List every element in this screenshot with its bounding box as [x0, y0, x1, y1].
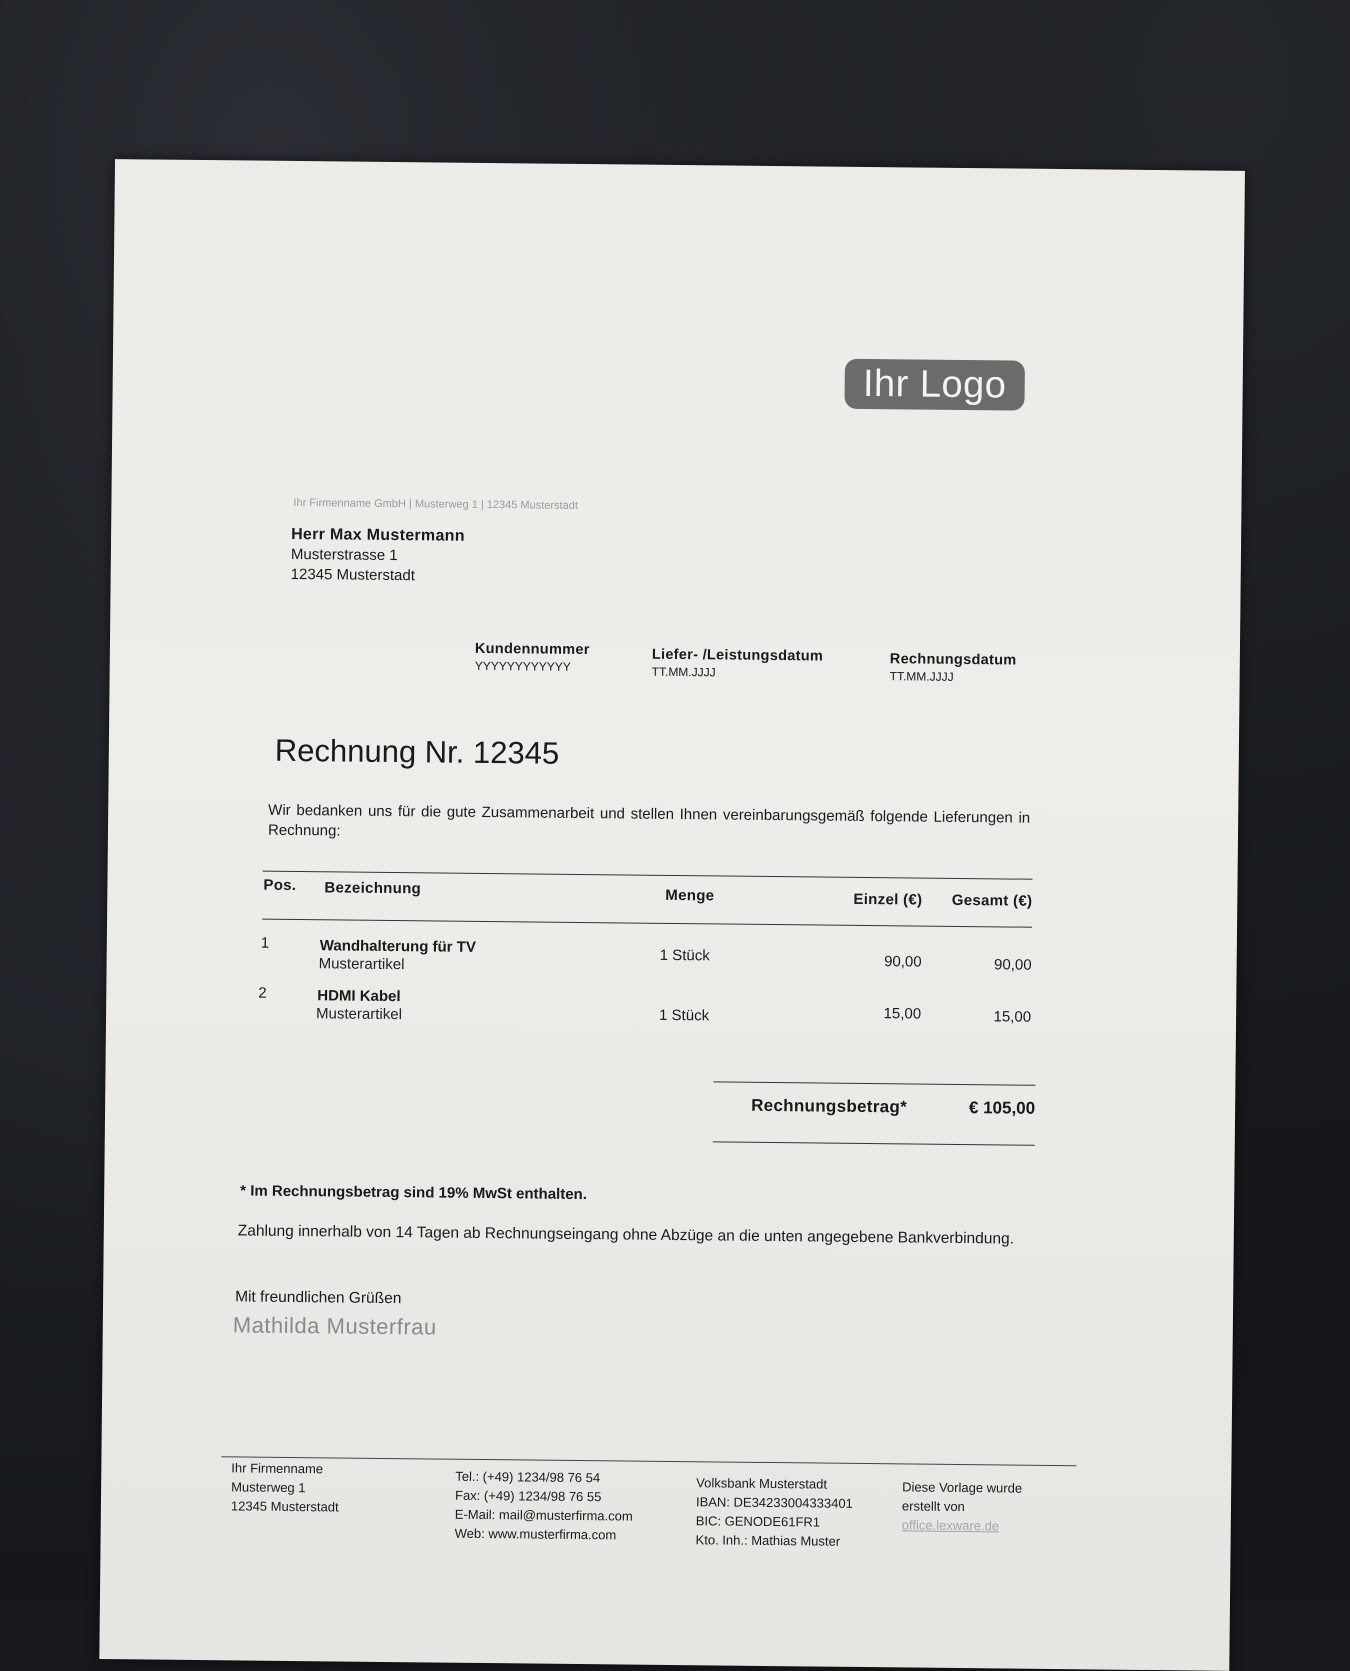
header-bezeichnung: Bezeichnung [324, 879, 422, 898]
table-header-rule [262, 919, 1032, 928]
row-unit: 90,00 [884, 953, 922, 971]
sender-return-line: Ihr Firmenname GmbH | Musterweg 1 | 12345 Musterstadt [293, 496, 578, 512]
header-einzel: Einzel (€) [853, 890, 923, 909]
total-label: Rechnungsbetrag* [751, 1095, 908, 1117]
greeting: Mit freundlichen Grüßen [235, 1288, 402, 1308]
recipient-address [291, 525, 465, 587]
footer-rule [221, 1456, 1076, 1466]
recipient-name: Herr Max Mustermann [291, 525, 465, 545]
header-menge: Menge [665, 886, 715, 905]
footer-email: E-Mail: mail@musterfirma.com [454, 1506, 633, 1524]
payment-terms: Zahlung innerhalb von 14 Tagen ab Rechnungseingang ohne Abzüge an die unten angegebene Bankverbindung. [237, 1222, 1015, 1248]
footer-bank-name: Volksbank Musterstadt [696, 1475, 828, 1492]
footer-credit-line1: Diese Vorlage wurde [902, 1479, 1023, 1496]
row-pos: 2 [258, 984, 267, 1002]
footer-company-street: Musterweg 1 [231, 1479, 306, 1496]
header-gesamt: Gesamt (€) [951, 891, 1033, 910]
row-qty: 1 Stück [659, 1006, 710, 1025]
invoice-title: Rechnung Nr. 12345 [274, 732, 560, 771]
footer-credit-line2: erstellt von [901, 1498, 965, 1515]
signature: Mathilda Musterfrau [232, 1312, 437, 1340]
footer-web: Web: www.musterfirma.com [454, 1525, 617, 1543]
company-logo: Ihr Logo [844, 359, 1025, 411]
row-total: 90,00 [994, 956, 1032, 974]
total-value: € 105,00 [968, 1098, 1036, 1118]
row-name: Wandhalterung für TV [319, 937, 476, 956]
row-total: 15,00 [993, 1008, 1032, 1026]
row-unit: 15,00 [883, 1005, 922, 1023]
lieferdatum-label: Liefer- /Leistungsdatum [651, 646, 824, 665]
meta-lieferdatum [652, 647, 824, 681]
row-pos: 1 [260, 934, 270, 952]
meta-rechnungsdatum [890, 651, 1017, 684]
recipient-city: 12345 Musterstadt [290, 565, 416, 585]
footer-iban: IBAN: DE34233004333401 [695, 1494, 853, 1511]
footer-bic: BIC: GENODE61FR1 [695, 1513, 821, 1530]
footer-credit [902, 1477, 1023, 1535]
row-name: HDMI Kabel [317, 987, 401, 1006]
invoice-paper [99, 159, 1245, 1671]
vat-note: * Im Rechnungsbetrag sind 19% MwSt enthalten. [240, 1182, 588, 1204]
header-pos: Pos. [263, 876, 297, 895]
meta-kundennummer [475, 641, 590, 674]
row-sub: Musterartikel [316, 1005, 403, 1024]
footer-credit-link[interactable]: office.lexware.de [901, 1517, 1000, 1534]
rechnungsdatum-label: Rechnungsdatum [889, 651, 1017, 669]
kundennummer-value: YYYYYYYYYYYY [474, 658, 571, 674]
row-sub: Musterartikel [318, 955, 405, 974]
intro-text: Wir bedanken uns für die gute Zusammenarbeit und stellen Ihnen vereinbarungsgemäß folgende Lieferungen in Rechnung: [267, 801, 1031, 840]
footer-company-city: 12345 Musterstadt [230, 1498, 339, 1515]
footer-contact [455, 1467, 634, 1545]
total-bottom-rule [713, 1141, 1035, 1145]
rechnungsdatum-value: TT.MM.JJJJ [889, 669, 954, 684]
kundennummer-label: Kundennummer [474, 640, 590, 659]
recipient-street: Musterstrasse 1 [290, 545, 398, 565]
footer-tel: Tel.: (+49) 1234/98 76 54 [455, 1468, 601, 1486]
lieferdatum-value: TT.MM.JJJJ [651, 664, 716, 680]
footer-fax: Fax: (+49) 1234/98 76 55 [454, 1487, 602, 1505]
footer-company [231, 1458, 339, 1516]
footer-account-holder: Kto. Inh.: Mathias Muster [695, 1532, 841, 1549]
row-qty: 1 Stück [659, 946, 710, 965]
footer-company-name: Ihr Firmenname [231, 1460, 324, 1477]
table-top-rule [263, 871, 1033, 880]
total-top-rule [713, 1081, 1035, 1085]
footer-bank [696, 1473, 854, 1551]
